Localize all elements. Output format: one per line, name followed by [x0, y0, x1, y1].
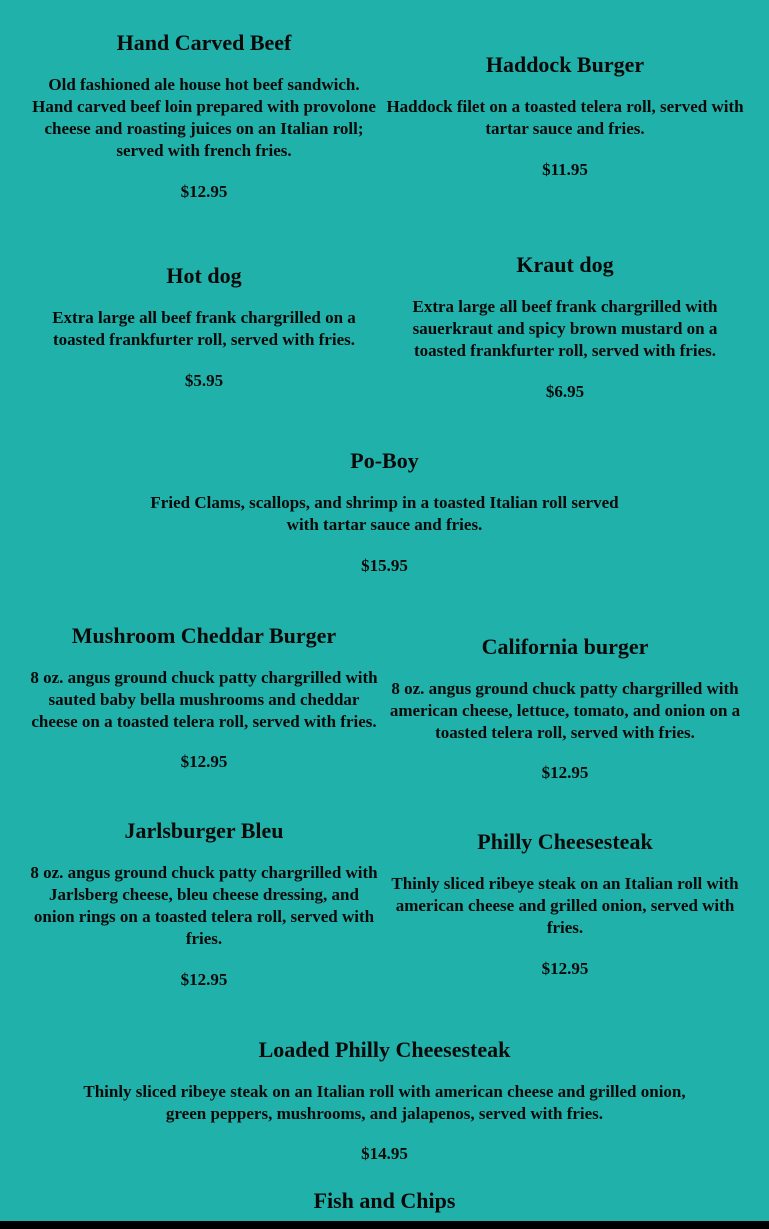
menu-item-mushroom-cheddar-burger — [28, 623, 380, 773]
item-description: 8 oz. angus ground chuck patty chargrilled with american cheese, lettuce, tomato, and onion on a toasted telera roll, served with fries. — [389, 679, 741, 742]
item-description: Thinly sliced ribeye steak on an Italian roll with american cheese and grilled onion, served with fries. — [391, 874, 739, 937]
item-description: Haddock filet on a toasted telera roll, served with tartar sauce and fries. — [386, 97, 744, 138]
item-price: $12.95 — [180, 182, 228, 201]
menu-item-fish-and-chips — [150, 1188, 619, 1214]
item-description: 8 oz. angus ground chuck patty chargrilled with sauted baby bella mushrooms and cheddar cheese on a toasted telera roll, served with fries. — [30, 668, 378, 731]
item-title: Hot dog — [166, 263, 242, 288]
item-description: Thinly sliced ribeye steak on an Italian roll with american cheese and grilled onion, green peppers, mushrooms, and jalapenos, served with fries. — [83, 1082, 686, 1123]
item-description: Extra large all beef frank chargrilled with sauerkraut and spicy brown mustard on a toasted frankfurter roll, served with fries. — [412, 297, 718, 360]
item-price: $5.95 — [184, 371, 224, 390]
item-title: Loaded Philly Cheesesteak — [258, 1037, 511, 1062]
item-title: Haddock Burger — [485, 52, 645, 77]
item-price: $12.95 — [541, 959, 589, 978]
item-title: Po-Boy — [350, 448, 419, 473]
menu-item-hot-dog — [28, 263, 380, 392]
item-description: Fried Clams, scallops, and shrimp in a toasted Italian roll served with tartar sauce and fries. — [150, 493, 619, 534]
item-title: Jarlsburger Bleu — [124, 818, 284, 843]
item-price: $14.95 — [361, 1144, 408, 1163]
menu-item-jarlsburger-bleu — [28, 818, 380, 991]
item-description: Old fashioned ale house hot beef sandwich. Hand carved beef loin prepared with provolone cheese and roasting juices on an Italian roll; served with french fries. — [32, 75, 376, 160]
item-price: $12.95 — [180, 752, 228, 771]
bottom-bar — [0, 1221, 769, 1229]
item-title: Mushroom Cheddar Burger — [71, 623, 337, 648]
item-title: California burger — [481, 634, 649, 659]
item-description: 8 oz. angus ground chuck patty chargrilled with Jarlsberg cheese, bleu cheese dressing, and onion rings on a toasted telera roll, served with fries. — [30, 863, 378, 948]
menu-item-loaded-philly-cheesesteak — [70, 1037, 699, 1165]
item-price: $6.95 — [545, 382, 585, 401]
item-price: $11.95 — [542, 160, 588, 179]
item-description: Extra large all beef frank chargrilled on a toasted frankfurter roll, served with fries. — [52, 308, 356, 349]
item-title: Kraut dog — [516, 252, 614, 277]
menu-item-po-boy — [150, 448, 619, 577]
item-price: $12.95 — [541, 763, 589, 782]
item-price: $12.95 — [180, 970, 228, 989]
item-price: $15.95 — [361, 556, 408, 575]
menu-item-hand-carved-beef — [28, 30, 380, 203]
item-title: Hand Carved Beef — [116, 30, 292, 55]
menu-item-haddock-burger — [386, 52, 744, 181]
menu-item-philly-cheesesteak — [390, 829, 740, 980]
menu-item-california-burger — [388, 634, 742, 784]
item-title: Philly Cheesesteak — [477, 829, 653, 854]
item-title: Fish and Chips — [313, 1188, 456, 1213]
menu-item-kraut-dog — [390, 252, 740, 403]
